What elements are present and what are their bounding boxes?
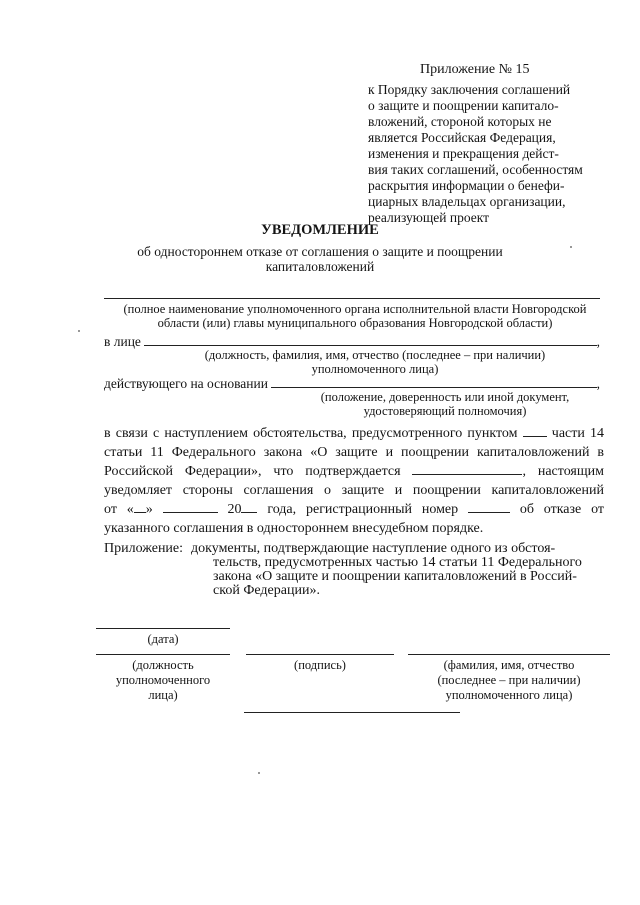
body-line-2: статьи 11 Федерального закона «О защите и поощрении капиталовложений в xyxy=(104,445,604,460)
signature-caption: (подпись) xyxy=(294,658,346,672)
registration-number-blank[interactable] xyxy=(468,500,510,513)
document-subtitle-line2: капиталовложений xyxy=(265,259,375,274)
attachment-text: документы, подтверждающие наступление одного из обстоя- тельств, предусмотренных частью 14 статьи 11 Федерального закона «О защите и поощрении капиталовложений в Россий- ской Федерации». xyxy=(191,541,582,598)
authority-caption-line2: области (или) главы муниципального образования Новгородской области) xyxy=(157,316,553,330)
appendix-line: о защите и поощрении капитало- xyxy=(368,98,559,113)
scan-speck xyxy=(78,330,80,332)
confirmation-blank[interactable] xyxy=(412,462,522,475)
body-line-1: в связи с наступлением обстоятельства, предусмотренного пунктом части 14 xyxy=(104,426,604,441)
basis-field-line[interactable] xyxy=(271,374,597,388)
body-paragraph xyxy=(104,424,604,538)
month-blank[interactable] xyxy=(163,500,218,513)
name-caption: (фамилия, имя, отчество (последнее – при наличии) уполномоченного лица) xyxy=(437,658,581,702)
appendix-line: вложений, стороной которых не xyxy=(368,114,552,129)
document-subtitle-line1: об одностороннем отказе от соглашения о защите и поощрении xyxy=(137,244,503,259)
appendix-line: реализующей проект xyxy=(368,210,490,225)
signature-line[interactable] xyxy=(246,654,394,655)
position-line[interactable] xyxy=(96,654,230,655)
appendix-line: изменения и прекращения дейст- xyxy=(368,146,559,161)
date-line[interactable] xyxy=(96,628,230,629)
attachment-label: Приложение: xyxy=(104,541,184,556)
appendix-title: Приложение № 15 xyxy=(420,62,530,77)
basis-caption-line2: удостоверяющий полномочия) xyxy=(363,404,527,418)
basis-label: действующего на основании xyxy=(104,376,268,391)
body-line-4: уведомляет стороны соглашения о защите и поощрении капиталовложений xyxy=(104,483,604,498)
person-label: в лице xyxy=(104,334,141,349)
date-caption: (дата) xyxy=(147,632,179,646)
person-field-line[interactable] xyxy=(144,332,597,346)
appendix-line: является Российская Федерация, xyxy=(368,130,556,145)
appendix-line: раскрытия информации о бенефи- xyxy=(368,178,565,193)
name-line[interactable] xyxy=(408,654,610,655)
appendix-text xyxy=(368,82,598,226)
authority-caption-line1: (полное наименование уполномоченного органа исполнительной власти Новгородской xyxy=(123,302,587,316)
attachment-block xyxy=(104,542,604,598)
appendix-line: вия таких соглашений, особенностям xyxy=(368,162,583,177)
person-field-row: в лице , xyxy=(104,334,600,349)
clause-number-blank[interactable] xyxy=(523,424,547,437)
document-title: УВЕДОМЛЕНИЕ xyxy=(261,222,379,238)
appendix-line: циарных владельцах организации, xyxy=(368,194,566,209)
person-caption-line2: уполномоченного лица) xyxy=(311,362,439,376)
year-blank[interactable] xyxy=(241,500,257,513)
scan-speck xyxy=(570,246,572,248)
position-caption: (должность уполномоченного лица) xyxy=(115,658,211,702)
basis-caption-line1: (положение, доверенность или иной документ, xyxy=(320,390,570,404)
scan-speck xyxy=(258,772,260,774)
basis-field-row: действующего на основании , xyxy=(104,376,600,391)
authority-field-line[interactable] xyxy=(104,298,600,299)
appendix-line: к Порядку заключения соглашений xyxy=(368,82,571,97)
body-line-3: Российской Федерации», что подтверждается , настоящим xyxy=(104,464,604,479)
bottom-line xyxy=(244,712,460,713)
day-blank[interactable] xyxy=(134,500,146,513)
body-line-6: указанного соглашения в одностороннем внесудебном порядке. xyxy=(104,521,484,536)
body-line-5: от « » 20 года, регистрационный номер об отказе от xyxy=(104,502,605,517)
person-caption-line1: (должность, фамилия, имя, отчество (последнее – при наличии) xyxy=(204,348,546,362)
